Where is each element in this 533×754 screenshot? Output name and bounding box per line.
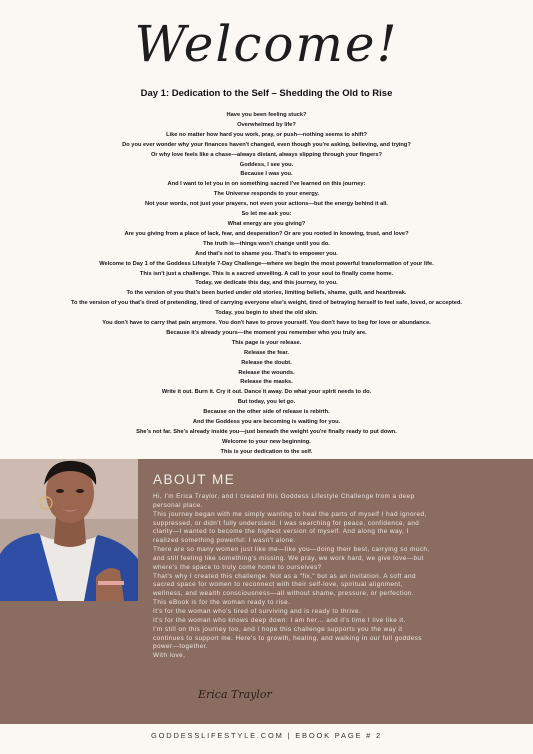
bio-line: There are so many women just like me—like you—doing their best, carrying so much, <box>153 546 430 554</box>
author-photo <box>0 459 138 601</box>
poem-line: So let me ask you: <box>241 211 292 218</box>
bio-line: where's the space to truly come home to ourselves? <box>153 563 322 571</box>
bio-line: This journey began with me simply wanting to heal the parts of myself I had ignored, <box>153 510 427 518</box>
poem-line: Like no matter how hard you work, pray, or push—nothing seems to shift? <box>166 131 367 138</box>
about-title: ABOUT ME <box>153 472 236 487</box>
poem-line: Are you giving from a place of lack, fear, and desperation? Or are you rooted in knowing, trust, and love? <box>124 230 409 237</box>
poem-line: Because it's already yours—the moment you remember who you truly are. <box>166 329 367 336</box>
poem-line: This isn't just a challenge. This is a sacred unveiling. A call to your soul to finally come home. <box>139 270 394 277</box>
poem-line: And I want to let you in on something sacred I've learned on this journey: <box>167 181 366 188</box>
bio-line: Hi, I'm Erica Traylor, and I created this Goddess Lifestyle Challenge from a deep <box>153 493 415 500</box>
poem-line: Do you ever wonder why your finances haven't changed, even though you're asking, believing, and trying? <box>122 141 411 148</box>
poem-line: Release the masks. <box>240 379 293 386</box>
bio-line: power—together. <box>153 643 209 651</box>
author-portrait-image <box>0 459 138 601</box>
about-section <box>0 459 533 724</box>
poem-line: And the Goddess you are becoming is waiting for you. <box>192 419 341 426</box>
poem-line: To the version of you that's been buried under old stories, limiting beliefs, shame, guilt, and heartbreak. <box>126 290 407 297</box>
poem-line: Have you been feeling stuck? <box>226 112 307 118</box>
bio-line: It's for the woman who knows deep down: I am her… and it's time I live like it. <box>153 616 406 624</box>
poem-line: Welcome to your new beginning. <box>222 438 311 445</box>
bio-line: clarity—I wanted to become the highest version of myself. And along the way, I <box>153 528 409 536</box>
bio-line: personal place. <box>153 501 203 509</box>
bio-line: With love, <box>153 652 186 660</box>
poem-line: But today, you let go. <box>237 399 296 406</box>
poem-line: Today, we dedicate this day, and this journey, to you. <box>195 280 338 287</box>
page-footer: GODDESSLIFESTYLE.COM | EBOOK PAGE # 2 <box>151 731 382 740</box>
bio-line: It's for the woman who's tired of surviving and is ready to thrive. <box>153 607 362 615</box>
poem-line: To the version of you that's tired of pretending, tired of carrying everyone else's weight, tired of betraying herself to feel safe, loved, or accepted. <box>70 300 462 307</box>
poem-line: Because I was you. <box>240 171 293 178</box>
poem-line: The Universe responds to your energy. <box>213 191 320 198</box>
bio-line: and still feeling like something's missing. We pray, we work hard, we give love—but <box>153 554 424 562</box>
poem-line: Welcome to Day 1 of the Goddess Lifestyle 7-Day Challenge—where we begin the most powerful transformation of your life. <box>99 260 434 267</box>
bio-line: continues to support me. Here's to growth, healing, and walking in our full goddess <box>153 634 422 642</box>
poem-line: She's not far. She's already inside you—just beneath the weight you're finally ready to put down. <box>136 429 397 435</box>
bio-line: sacred space for women to reconnect with their self-love, spiritual alignment, <box>153 581 403 589</box>
bio-line: suppressed, or didn't fully understand. I was searching for peace, confidence, and <box>153 519 420 527</box>
day-title: Day 1: Dedication to the Self – Shedding the Old to Rise <box>140 88 393 99</box>
author-signature: Erica Traylor <box>198 688 272 701</box>
poem-line: Or why love feels like a chase—always distant, always slipping through your fingers? <box>150 151 383 158</box>
poem-line: Release the wounds. <box>238 369 295 376</box>
poem-line: Overwhelmed by life? <box>237 121 296 128</box>
poem-line: This page is your release. <box>231 339 302 346</box>
poem-text <box>0 111 533 487</box>
welcome-heading: Welcome! <box>134 15 399 73</box>
poem-line: Goddess, I see you. <box>239 161 294 168</box>
poem-line: What energy are you giving? <box>227 220 306 227</box>
poem-line: And that's not to shame you. That's to empower you. <box>195 250 338 257</box>
bio-line: That's why I created this challenge. Not as a "fix," but as an invitation. A soft and <box>153 572 416 580</box>
poem-line: Release the fear. <box>244 349 289 356</box>
bio-line: wellness, and wealth consciousness—all without shame, pressure, or perfection. <box>153 590 415 598</box>
bio-line: I'm still on this journey too, and I hope this challenge supports you the way it <box>153 625 403 633</box>
poem-line: Write it out. Burn it. Cry it out. Dance it away. Do what your spirit needs to do. <box>161 389 372 396</box>
poem-line: This is your dedication to the self. <box>220 448 313 455</box>
about-bio <box>153 493 523 661</box>
bio-line: realized something powerful: I wasn't alone. <box>153 537 296 545</box>
poem-line: Today, you begin to shed the old skin. <box>215 310 318 317</box>
poem-line: Release the doubt. <box>241 359 292 366</box>
poem-line: Not your words, not just your prayers, not even your actions—but the energy behind it all. <box>144 201 389 208</box>
bio-line: This eBook is for the woman ready to rise. <box>153 599 291 607</box>
poem-line: You don't have to carry that pain anymore. You don't have to prove yourself. You don't have to beg for love or abundance. <box>102 320 431 327</box>
poem-line: Because on the other side of release is rebirth. <box>203 409 330 416</box>
poem-line: The truth is—things won't change until you do. <box>203 240 330 247</box>
